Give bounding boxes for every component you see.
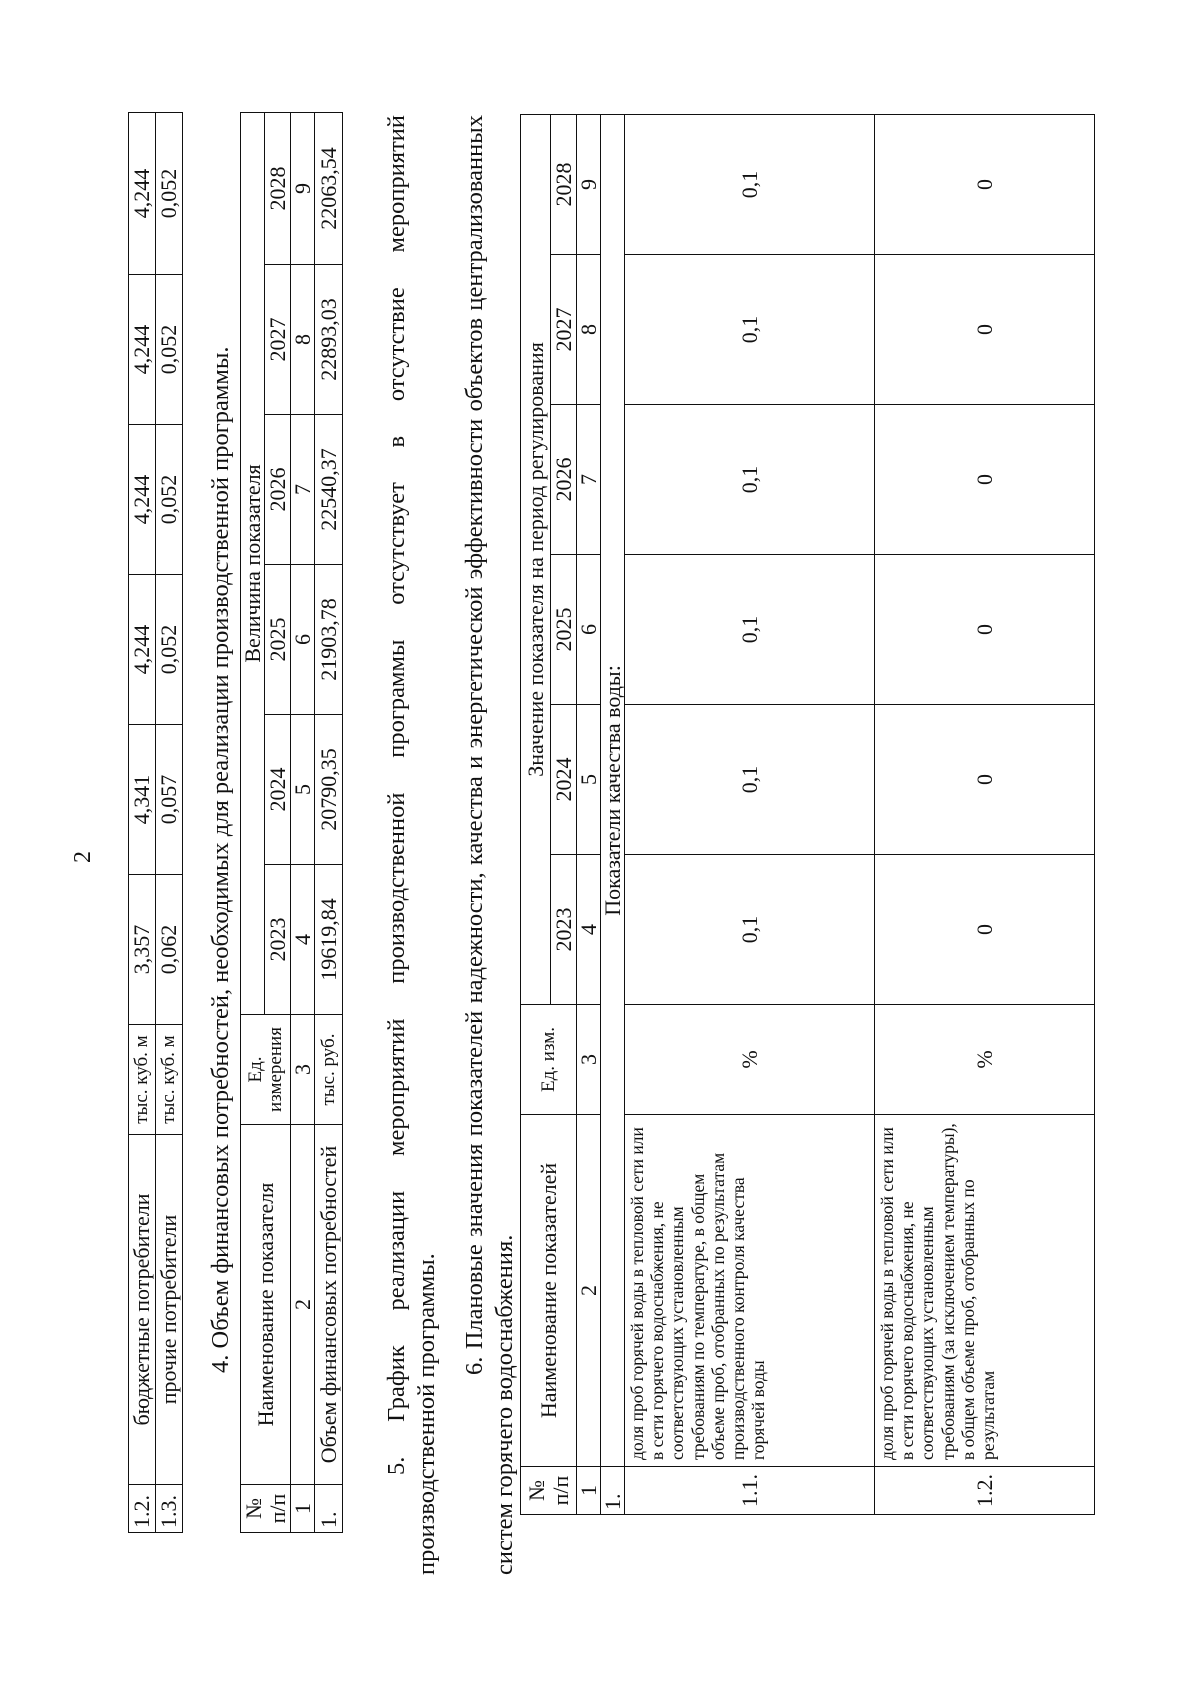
section-6-paragraph xyxy=(460,115,520,1575)
col-index: 2 xyxy=(291,1125,315,1485)
section-5-line-2: производственной программы. xyxy=(413,1253,440,1575)
table-row xyxy=(875,114,1095,1514)
row-number: 1.2. xyxy=(129,1485,156,1533)
section-6-line-1: 6. Плановые значения показателей надежности, качества и энергетической эффективности объектов централизованных xyxy=(461,115,488,1375)
col-index: 3 xyxy=(291,1015,315,1125)
value-cell: 0,1 xyxy=(625,555,875,705)
value-cell: 0,1 xyxy=(625,255,875,405)
header-row xyxy=(521,114,551,1514)
col-header-value: Величина показателя xyxy=(241,112,265,1014)
col-index: 6 xyxy=(577,555,601,705)
col-index: 1 xyxy=(291,1485,315,1533)
year-header: 2024 xyxy=(551,705,577,855)
col-index: 6 xyxy=(291,565,315,715)
col-index: 3 xyxy=(577,1005,601,1115)
col-index: 9 xyxy=(291,112,315,264)
group-number: 1. xyxy=(601,1467,625,1515)
col-header-value: Значение показателя на период регулирования xyxy=(521,114,551,1004)
value-cell: 22540,37 xyxy=(315,415,343,565)
year-header: 2027 xyxy=(265,265,291,415)
col-index: 7 xyxy=(291,415,315,565)
value-cell: 22893,03 xyxy=(315,265,343,415)
financial-needs-table xyxy=(240,112,343,1533)
unit-cell: % xyxy=(625,1005,875,1115)
value-cell: 0 xyxy=(875,114,1095,254)
col-header-unit xyxy=(241,1015,291,1125)
value-cell: 4,244 xyxy=(129,425,156,575)
page-number: 2 xyxy=(70,851,96,863)
year-header: 2023 xyxy=(265,865,291,1015)
section-6-line-2: систем горячего водоснабжения. xyxy=(491,1234,518,1575)
col-index: 8 xyxy=(577,255,601,405)
section-5-paragraph xyxy=(382,115,442,1575)
year-header: 2023 xyxy=(551,855,577,1005)
indicator-description: доля проб горячей воды в тепловой сети или в сети горячего водоснабжения, не соответствующих установленным требованиям (за исключением температуры), в общем объеме проб, отобранных по результатам xyxy=(875,1115,1095,1467)
consumer-name: прочие потребители xyxy=(156,1135,183,1485)
year-header: 2027 xyxy=(551,255,577,405)
year-header: 2025 xyxy=(265,565,291,715)
table-row xyxy=(156,113,183,1533)
consumers-table xyxy=(128,112,183,1533)
table-row xyxy=(129,113,156,1533)
value-cell: 0 xyxy=(875,705,1095,855)
group-row xyxy=(601,114,625,1514)
year-header: 2028 xyxy=(551,114,577,254)
unit-line-2: измерения xyxy=(264,1027,286,1112)
value-cell: 0,052 xyxy=(156,425,183,575)
column-index-row xyxy=(577,114,601,1514)
value-cell: 0,1 xyxy=(625,855,875,1005)
col-index: 9 xyxy=(577,114,601,254)
value-cell: 4,244 xyxy=(129,275,156,425)
col-index: 7 xyxy=(577,405,601,555)
unit-cell: тыс. куб. м xyxy=(129,1025,156,1135)
value-cell: 0,1 xyxy=(625,114,875,254)
year-header: 2028 xyxy=(265,112,291,264)
value-cell: 19619,84 xyxy=(315,865,343,1015)
section-5-line-1: 5. График реализации мероприятий производственной программы отсутствует в отсутствие мероприятий xyxy=(383,115,410,1475)
value-cell: 0,062 xyxy=(156,875,183,1025)
value-cell: 0,1 xyxy=(625,405,875,555)
value-cell: 0 xyxy=(875,255,1095,405)
value-cell: 0,1 xyxy=(625,705,875,855)
value-cell: 0,057 xyxy=(156,725,183,875)
value-cell: 22063,54 xyxy=(315,112,343,264)
indicator-name: Объем финансовых потребностей xyxy=(315,1125,343,1485)
value-cell: 4,244 xyxy=(129,113,156,275)
unit-cell: тыс. куб. м xyxy=(156,1025,183,1135)
value-cell: 0 xyxy=(875,855,1095,1005)
column-index-row xyxy=(291,112,315,1532)
year-header: 2025 xyxy=(551,555,577,705)
row-number: 1.3. xyxy=(156,1485,183,1533)
value-cell: 3,357 xyxy=(129,875,156,1025)
section-4-heading: 4. Объем финансовых потребностей, необходимых для реализации производственной программы. xyxy=(207,346,234,1373)
col-header-number: № п/п xyxy=(521,1467,577,1515)
col-index: 5 xyxy=(577,705,601,855)
col-index: 5 xyxy=(291,715,315,865)
value-cell: 21903,78 xyxy=(315,565,343,715)
table-row xyxy=(315,112,343,1532)
value-cell: 20790,35 xyxy=(315,715,343,865)
row-number: 1.2. xyxy=(875,1467,1095,1515)
unit-line-1: Ед. xyxy=(244,1056,266,1083)
quality-indicators-table xyxy=(520,114,1095,1515)
value-cell: 0,052 xyxy=(156,275,183,425)
col-index: 1 xyxy=(577,1467,601,1515)
col-header-number: № п/п xyxy=(241,1485,291,1533)
value-cell: 0 xyxy=(875,405,1095,555)
col-header-unit: Ед. изм. xyxy=(521,1005,577,1115)
table-row xyxy=(625,114,875,1514)
col-header-name: Наименование показателей xyxy=(521,1115,577,1467)
indicator-description: доля проб горячей воды в тепловой сети или в сети горячего водоснабжения, не соответствующих установленным требованиям по температуре, в общем объеме проб, отобранных по результатам производственного контроля качества горячей воды xyxy=(625,1115,875,1467)
unit-cell: тыс. руб. xyxy=(315,1015,343,1125)
col-index: 8 xyxy=(291,265,315,415)
row-number: 1.1. xyxy=(625,1467,875,1515)
col-index: 4 xyxy=(577,855,601,1005)
value-cell: 0,052 xyxy=(156,575,183,725)
header-row xyxy=(241,112,265,1532)
value-cell: 0 xyxy=(875,555,1095,705)
col-index: 2 xyxy=(577,1115,601,1467)
value-cell: 4,244 xyxy=(129,575,156,725)
year-header: 2024 xyxy=(265,715,291,865)
col-header-name: Наименование показателя xyxy=(241,1125,291,1485)
col-index: 4 xyxy=(291,865,315,1015)
year-header: 2026 xyxy=(265,415,291,565)
value-cell: 4,341 xyxy=(129,725,156,875)
group-title: Показатели качества воды: xyxy=(601,114,625,1466)
consumer-name: бюджетные потребители xyxy=(129,1135,156,1485)
row-number: 1. xyxy=(315,1485,343,1533)
value-cell: 0,052 xyxy=(156,113,183,275)
unit-cell: % xyxy=(875,1005,1095,1115)
year-header: 2026 xyxy=(551,405,577,555)
